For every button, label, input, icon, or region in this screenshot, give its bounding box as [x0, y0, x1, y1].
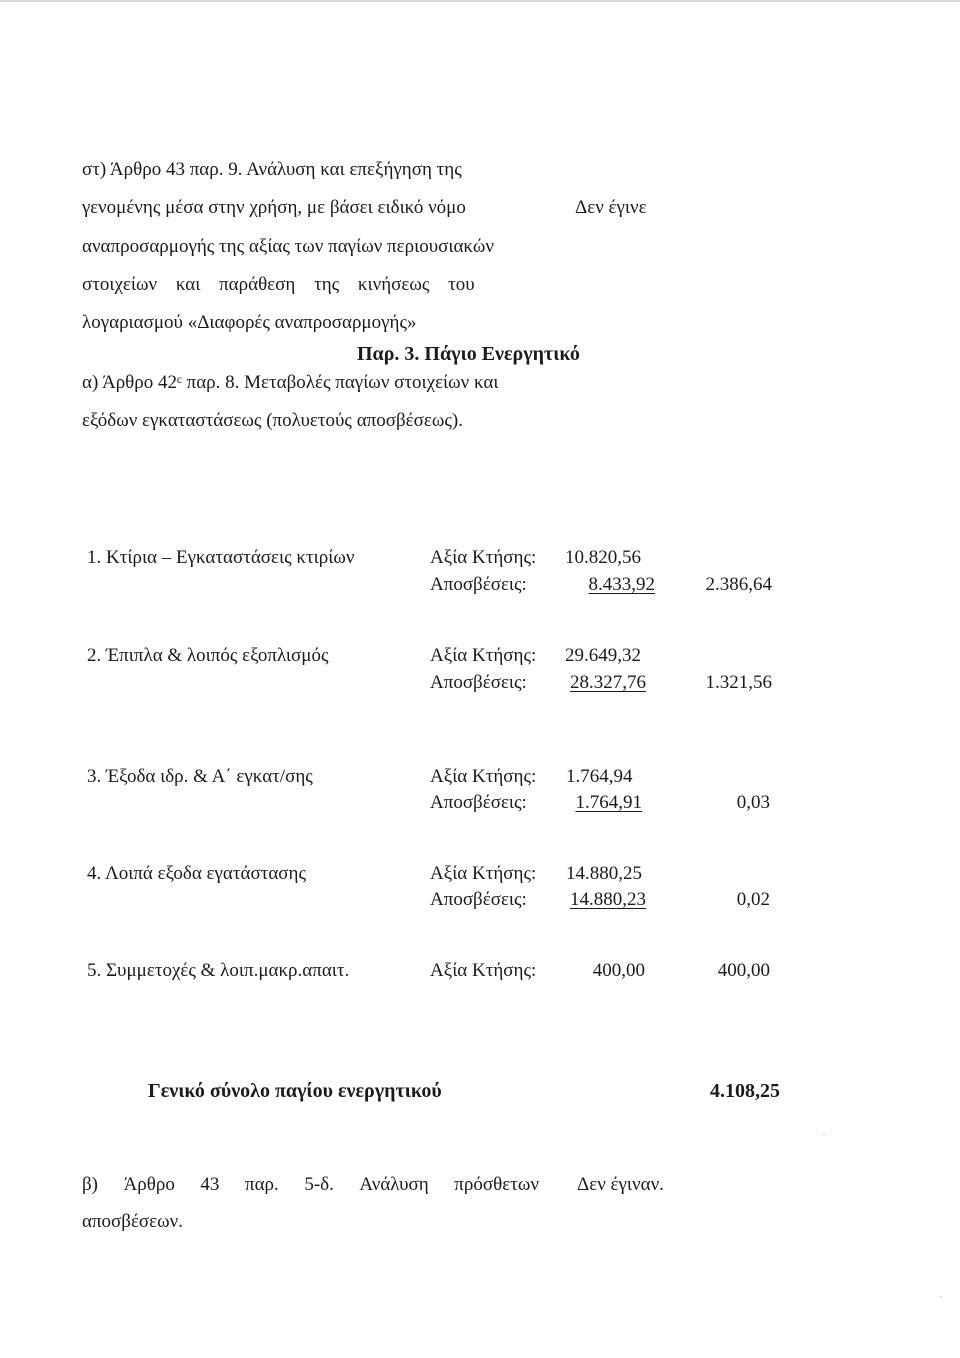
- asset-name: 3. Έξοδα ιδρ. & Α΄ εγκατ/σης: [87, 766, 313, 787]
- acquisition-value: 14.880,25: [566, 863, 642, 884]
- scan-speck: .: [823, 1128, 825, 1137]
- depreciation-label: Αποσβέσεις:: [430, 574, 527, 595]
- acquisition-label: Αξία Κτήσης:: [430, 960, 537, 981]
- acquisition-value: 400,00: [592, 960, 645, 981]
- section-st-line-2: γενομένης μέσα στην χρήση, με βάσει ειδικό νόμο: [82, 197, 466, 218]
- word: παρ.: [244, 1174, 279, 1195]
- word: 43: [200, 1174, 220, 1195]
- section-heading: Παρ. 3. Πάγιο Ενεργητικό: [357, 343, 580, 365]
- total-value: 4.108,25: [710, 1080, 780, 1102]
- depreciation-value: 14.880,23: [570, 889, 646, 910]
- acquisition-value: 1.764,94: [566, 766, 633, 787]
- word: β): [82, 1174, 98, 1195]
- scan-top-edge: [0, 0, 960, 2]
- total-label: Γενικό σύνολο παγίου ενεργητικού: [148, 1080, 442, 1102]
- section-st-status: Δεν έγινε: [575, 197, 647, 218]
- depreciation-label: Αποσβέσεις:: [430, 889, 527, 910]
- acquisition-label: Αξία Κτήσης:: [430, 863, 537, 884]
- acquisition-label: Αξία Κτήσης:: [430, 766, 537, 787]
- net-value: 0,02: [736, 889, 770, 910]
- asset-name: 4. Λοιπά εξοδα εγατάστασης: [87, 863, 306, 884]
- acquisition-label: Αξία Κτήσης:: [430, 547, 537, 568]
- section-st-line-3: αναπροσαρμογής της αξίας των παγίων περιουσιακών: [82, 236, 494, 257]
- net-value: 0,03: [736, 792, 770, 813]
- word: 5-δ.: [304, 1174, 334, 1195]
- scan-speck: .: [940, 1290, 942, 1299]
- section-b-line-1: [82, 1175, 539, 1194]
- net-value: 1.321,56: [705, 672, 772, 693]
- text-line: στ) Άρθρο 43 παρ. 9. Ανάλυση και επεξήγηση της: [82, 159, 462, 180]
- section-a-line-2: εξόδων εγκαταστάσεως (πολυετούς αποσβέσεως).: [82, 410, 463, 431]
- section-st-line-5: λογαριασμού «Διαφορές αναπροσαρμογής»: [82, 312, 417, 333]
- section-st-line-4: στοιχείων και παράθεση της κινήσεως του: [82, 274, 475, 295]
- acquisition-value: 29.649,32: [565, 645, 641, 666]
- asset-name: 5. Συμμετοχές & λοιπ.μακρ.απαιτ.: [87, 960, 350, 981]
- depreciation-value: 1.764,91: [575, 792, 642, 813]
- depreciation-value: 28.327,76: [570, 672, 646, 693]
- asset-name: 2. Έπιπλα & λοιπός εξοπλισμός: [87, 645, 329, 666]
- word: Ανάλυση: [359, 1174, 429, 1195]
- section-st-line-1: [82, 160, 547, 179]
- section-a-line-1: α) Άρθρο 42ᶜ παρ. 8. Μεταβολές παγίων στοιχείων και: [82, 372, 499, 393]
- section-b-status: Δεν έγιναν.: [577, 1174, 664, 1195]
- word: Άρθρο: [123, 1174, 175, 1195]
- asset-name: 1. Κτίρια – Εγκαταστάσεις κτιρίων: [87, 547, 355, 568]
- word: πρόσθετων: [454, 1174, 539, 1195]
- net-value: 2.386,64: [705, 574, 772, 595]
- depreciation-value: 8.433,92: [588, 574, 655, 595]
- acquisition-label: Αξία Κτήσης:: [430, 645, 537, 666]
- section-b-line-2: αποσβέσεων.: [82, 1211, 184, 1232]
- net-value: 400,00: [717, 960, 770, 981]
- depreciation-label: Αποσβέσεις:: [430, 792, 527, 813]
- depreciation-label: Αποσβέσεις:: [430, 672, 527, 693]
- acquisition-value: 10.820,56: [565, 547, 641, 568]
